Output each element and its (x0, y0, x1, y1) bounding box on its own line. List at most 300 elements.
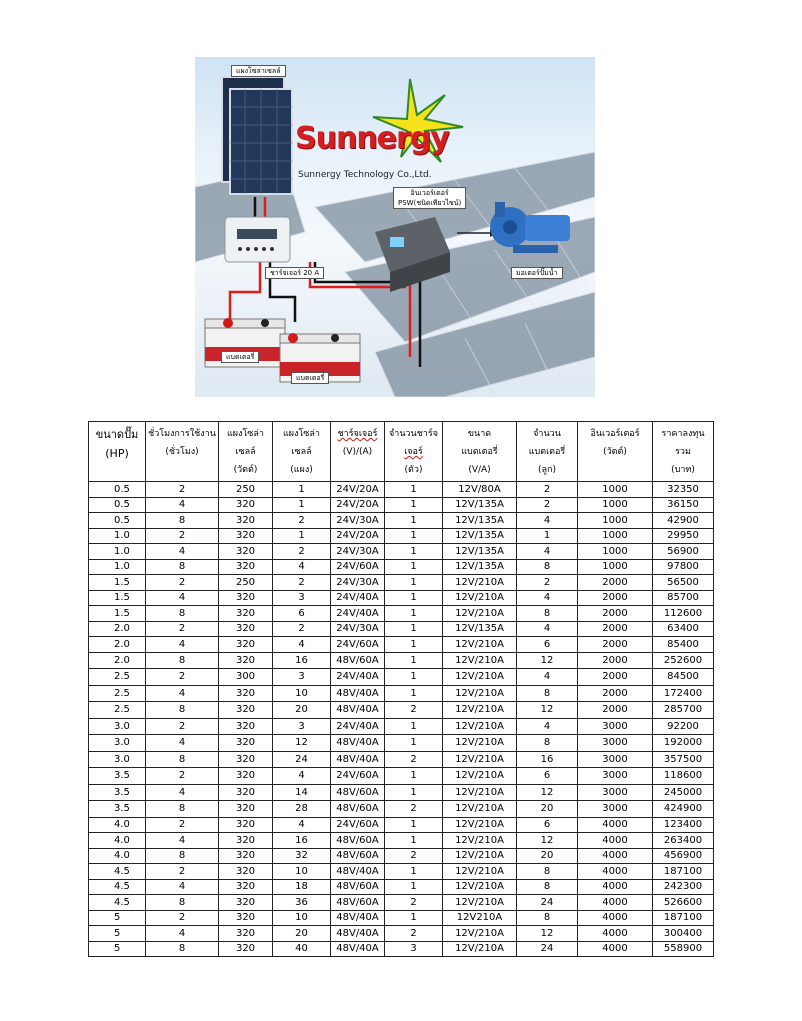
table-cell: 12V/210A (443, 768, 517, 785)
table-row (89, 848, 714, 864)
solar-pump-system-illustration (195, 57, 595, 397)
table-cell: 4 (146, 497, 219, 513)
table-cell: 320 (219, 652, 273, 669)
table-cell: 1.5 (89, 590, 146, 606)
table-row (89, 637, 714, 653)
battery-label-2: แบตเตอรี่ (291, 372, 329, 384)
table-cell: 2000 (578, 685, 653, 702)
table-cell: 1 (385, 621, 443, 637)
table-row (89, 895, 714, 911)
table-cell: 2000 (578, 652, 653, 669)
table-cell: 2 (146, 718, 219, 735)
column-header-line: เซลล์ (291, 447, 312, 457)
table-cell: 56500 (653, 575, 714, 591)
column-header-line: (ตัว) (404, 465, 423, 475)
table-row (89, 685, 714, 702)
column-header-line: ชั่วโมงการใช้งาน (148, 429, 216, 439)
charger-label: ชาร์จเจอร์ 20 A (265, 267, 324, 279)
table-cell: 12V/210A (443, 669, 517, 686)
column-header-line: (วัตต์) (233, 465, 258, 475)
table-cell: 2 (385, 848, 443, 864)
table-cell: 4 (517, 718, 578, 735)
table-cell: 112600 (653, 606, 714, 622)
table-cell: 1 (385, 669, 443, 686)
table-cell: 3000 (578, 751, 653, 768)
table-cell: 456900 (653, 848, 714, 864)
table-cell: 2 (517, 575, 578, 591)
table-cell: 12V/135A (443, 559, 517, 575)
table-cell: 48V/60A (331, 652, 385, 669)
table-cell: 48V/60A (331, 879, 385, 895)
table-cell: 320 (219, 718, 273, 735)
column-header-line: ชาร์จเจอร์ (337, 429, 378, 439)
column-header (89, 422, 146, 482)
column-header-line: (วัตต์) (603, 447, 627, 457)
table-cell: 320 (219, 621, 273, 637)
brand-logo: Sunnergy (295, 121, 449, 156)
table-cell: 48V/40A (331, 751, 385, 768)
table-row (89, 513, 714, 529)
table-cell: 424900 (653, 801, 714, 818)
table-cell: 28 (273, 801, 331, 818)
table-cell: 48V/40A (331, 910, 385, 926)
table-cell: 32 (273, 848, 331, 864)
column-header-line: (ลูก) (538, 465, 556, 475)
table-cell: 2 (146, 817, 219, 833)
table-cell: 18 (273, 879, 331, 895)
table-cell: 2 (146, 482, 219, 498)
table-cell: 263400 (653, 833, 714, 849)
table-cell: 2000 (578, 606, 653, 622)
table-cell: 3000 (578, 718, 653, 735)
column-header-line: (V/A) (468, 465, 491, 475)
table-row (89, 910, 714, 926)
table-cell: 12V/210A (443, 718, 517, 735)
table-cell: 4 (517, 544, 578, 560)
table-cell: 4 (146, 833, 219, 849)
table-cell: 2 (517, 482, 578, 498)
column-header-line: (ชั่วโมง) (165, 447, 199, 457)
table-cell: 48V/40A (331, 941, 385, 957)
table-cell: 24V/40A (331, 590, 385, 606)
table-cell: 12V/135A (443, 621, 517, 637)
table-cell: 6 (517, 637, 578, 653)
column-header-line: (HP) (105, 447, 129, 460)
column-header (443, 422, 517, 482)
table-cell: 48V/60A (331, 833, 385, 849)
table-cell: 48V/40A (331, 864, 385, 880)
table-cell: 285700 (653, 702, 714, 719)
table-header-row (89, 422, 714, 482)
table-cell: 85700 (653, 590, 714, 606)
inverter-label-line2: PSW(ชนิดเพียวไซน์) (398, 199, 462, 207)
table-cell: 3000 (578, 784, 653, 801)
table-row (89, 864, 714, 880)
table-cell: 320 (219, 544, 273, 560)
table-cell: 2 (385, 895, 443, 911)
column-header (219, 422, 273, 482)
table-cell: 320 (219, 637, 273, 653)
table-cell: 8 (146, 941, 219, 957)
table-cell: 2 (146, 528, 219, 544)
table-cell: 1 (385, 718, 443, 735)
table-cell: 4 (146, 879, 219, 895)
table-cell: 192000 (653, 735, 714, 752)
table-cell: 36150 (653, 497, 714, 513)
table-row (89, 606, 714, 622)
table-cell: 3.5 (89, 784, 146, 801)
table-row (89, 559, 714, 575)
table-cell: 42900 (653, 513, 714, 529)
table-cell: 1 (385, 497, 443, 513)
table-cell: 12V/210A (443, 575, 517, 591)
table-cell: 357500 (653, 751, 714, 768)
column-header-line: แผงโซล่า (227, 429, 264, 439)
table-cell: 320 (219, 941, 273, 957)
table-cell: 2 (146, 621, 219, 637)
table-cell: 12 (517, 833, 578, 849)
table-cell: 1 (385, 606, 443, 622)
table-cell: 24V/60A (331, 768, 385, 785)
table-cell: 1 (385, 637, 443, 653)
table-cell: 187100 (653, 910, 714, 926)
solar-field-background (195, 57, 595, 397)
table-cell: 4000 (578, 895, 653, 911)
table-cell: 12V/210A (443, 702, 517, 719)
table-cell: 20 (273, 702, 331, 719)
table-cell: 12V/210A (443, 637, 517, 653)
table-cell: 123400 (653, 817, 714, 833)
table-cell: 12V/210A (443, 801, 517, 818)
table-row (89, 817, 714, 833)
table-cell: 2000 (578, 621, 653, 637)
table-cell: 4 (146, 784, 219, 801)
table-cell: 1 (385, 784, 443, 801)
table-row (89, 718, 714, 735)
table-cell: 320 (219, 817, 273, 833)
table-cell: 3 (385, 941, 443, 957)
table-cell: 1 (385, 864, 443, 880)
column-header-line: (แผง) (290, 465, 313, 475)
table-cell: 24V/20A (331, 497, 385, 513)
table-cell: 48V/40A (331, 926, 385, 942)
table-cell: 97800 (653, 559, 714, 575)
column-header-line: แบตเตอรี่ (461, 447, 498, 457)
table-cell: 1 (517, 528, 578, 544)
table-cell: 3 (273, 718, 331, 735)
table-cell: 320 (219, 606, 273, 622)
table-cell: 12 (517, 652, 578, 669)
table-cell: 2 (385, 751, 443, 768)
table-cell: 1000 (578, 559, 653, 575)
table-cell: 2.5 (89, 702, 146, 719)
table-row (89, 621, 714, 637)
column-header-line: แบตเตอรี่ (528, 447, 566, 457)
table-cell: 4000 (578, 879, 653, 895)
table-cell: 4000 (578, 910, 653, 926)
column-header-line: ขนาดปั๊ม (95, 428, 139, 441)
table-cell: 320 (219, 528, 273, 544)
table-cell: 5 (89, 926, 146, 942)
table-cell: 4 (273, 637, 331, 653)
table-cell: 0.5 (89, 513, 146, 529)
table-cell: 10 (273, 685, 331, 702)
table-cell: 36 (273, 895, 331, 911)
table-cell: 24V/30A (331, 575, 385, 591)
table-row (89, 482, 714, 498)
table-cell: 3.0 (89, 735, 146, 752)
table-cell: 12V/210A (443, 590, 517, 606)
column-header (146, 422, 219, 482)
table-cell: 12V210A (443, 910, 517, 926)
table-cell: 4 (517, 621, 578, 637)
table-cell: 1000 (578, 544, 653, 560)
table-cell: 172400 (653, 685, 714, 702)
table-cell: 16 (517, 751, 578, 768)
table-cell: 12V/135A (443, 497, 517, 513)
table-cell: 12V/210A (443, 735, 517, 752)
table-cell: 4 (517, 669, 578, 686)
table-cell: 8 (517, 879, 578, 895)
table-cell: 320 (219, 768, 273, 785)
column-header-line: รวม (675, 447, 691, 457)
table-cell: 8 (146, 513, 219, 529)
table-cell: 24V/60A (331, 559, 385, 575)
table-cell: 2.0 (89, 637, 146, 653)
column-header (385, 422, 443, 482)
table-cell: 12V/210A (443, 879, 517, 895)
table-cell: 4000 (578, 817, 653, 833)
table-cell: 1 (385, 879, 443, 895)
table-cell: 84500 (653, 669, 714, 686)
table-cell: 1 (385, 575, 443, 591)
table-cell: 1 (385, 482, 443, 498)
table-cell: 24V/30A (331, 544, 385, 560)
table-cell: 8 (146, 606, 219, 622)
table-cell: 4000 (578, 926, 653, 942)
table-cell: 3.5 (89, 801, 146, 818)
table-row (89, 768, 714, 785)
table-cell: 3.0 (89, 718, 146, 735)
table-cell: 320 (219, 848, 273, 864)
table-cell: 3.5 (89, 768, 146, 785)
table-cell: 5 (89, 941, 146, 957)
table-cell: 2 (273, 513, 331, 529)
table-cell: 24V/20A (331, 528, 385, 544)
column-header-line: เจอร์ (404, 447, 423, 457)
table-cell: 48V/40A (331, 685, 385, 702)
table-cell: 6 (273, 606, 331, 622)
table-cell: 3 (273, 669, 331, 686)
table-cell: 3 (273, 590, 331, 606)
table-cell: 2.5 (89, 685, 146, 702)
table-cell: 1 (385, 817, 443, 833)
table-cell: 1 (385, 544, 443, 560)
table-cell: 1000 (578, 528, 653, 544)
table-cell: 16 (273, 652, 331, 669)
table-cell: 1.0 (89, 528, 146, 544)
table-cell: 24 (517, 895, 578, 911)
table-cell: 3000 (578, 768, 653, 785)
table-row (89, 528, 714, 544)
table-cell: 12 (517, 784, 578, 801)
table-cell: 2 (146, 575, 219, 591)
table-cell: 40 (273, 941, 331, 957)
table-cell: 12V/135A (443, 544, 517, 560)
table-cell: 24V/40A (331, 669, 385, 686)
table-cell: 56900 (653, 544, 714, 560)
table-cell: 2000 (578, 637, 653, 653)
table-cell: 2 (517, 497, 578, 513)
table-cell: 2000 (578, 702, 653, 719)
table-cell: 1 (385, 590, 443, 606)
table-cell: 12V/210A (443, 784, 517, 801)
table-cell: 20 (517, 801, 578, 818)
table-cell: 3000 (578, 735, 653, 752)
table-cell: 12V/210A (443, 895, 517, 911)
table-cell: 4000 (578, 941, 653, 957)
table-row (89, 926, 714, 942)
table-cell: 24V/30A (331, 621, 385, 637)
table-cell: 1.0 (89, 544, 146, 560)
table-cell: 2 (385, 926, 443, 942)
table-cell: 8 (146, 652, 219, 669)
table-cell: 187100 (653, 864, 714, 880)
table-cell: 4 (273, 817, 331, 833)
table-cell: 2 (146, 768, 219, 785)
table-cell: 10 (273, 864, 331, 880)
table-cell: 4 (146, 926, 219, 942)
table-cell: 4.5 (89, 879, 146, 895)
table-cell: 320 (219, 497, 273, 513)
table-cell: 12V/210A (443, 652, 517, 669)
table-cell: 320 (219, 513, 273, 529)
column-header-line: (V)/(A) (342, 447, 373, 457)
table-row (89, 669, 714, 686)
table-cell: 242300 (653, 879, 714, 895)
solar-panel-label: แผงโซล่าเซลล์ (231, 65, 286, 77)
table-cell: 320 (219, 910, 273, 926)
table-cell: 48V/60A (331, 848, 385, 864)
table-cell: 1 (385, 910, 443, 926)
table-row (89, 735, 714, 752)
table-cell: 2.0 (89, 652, 146, 669)
table-cell: 63400 (653, 621, 714, 637)
table-cell: 12 (517, 926, 578, 942)
table-cell: 4000 (578, 864, 653, 880)
table-cell: 2 (385, 801, 443, 818)
table-cell: 320 (219, 685, 273, 702)
table-cell: 16 (273, 833, 331, 849)
table-cell: 245000 (653, 784, 714, 801)
table-row (89, 575, 714, 591)
table-cell: 8 (517, 606, 578, 622)
table-cell: 29950 (653, 528, 714, 544)
table-cell: 24V/30A (331, 513, 385, 529)
table-cell: 1 (385, 685, 443, 702)
table-cell: 48V/40A (331, 702, 385, 719)
table-cell: 320 (219, 864, 273, 880)
table-cell: 8 (517, 864, 578, 880)
table-cell: 4.0 (89, 848, 146, 864)
table-cell: 5 (89, 910, 146, 926)
table-cell: 12V/210A (443, 941, 517, 957)
table-cell: 12 (273, 735, 331, 752)
table-cell: 4.0 (89, 833, 146, 849)
table-cell: 8 (146, 559, 219, 575)
table-cell: 12V/210A (443, 751, 517, 768)
solar-panel-graphic (222, 77, 292, 194)
column-header-line: (บาท) (671, 465, 695, 475)
table-cell: 24V/40A (331, 606, 385, 622)
table-cell: 1 (385, 768, 443, 785)
table-cell: 1.5 (89, 606, 146, 622)
table-cell: 8 (517, 559, 578, 575)
table-row (89, 801, 714, 818)
table-cell: 320 (219, 751, 273, 768)
table-cell: 558900 (653, 941, 714, 957)
table-cell: 1 (385, 513, 443, 529)
table-cell: 2 (273, 575, 331, 591)
table-cell: 2000 (578, 590, 653, 606)
column-header (331, 422, 385, 482)
pump-specification-table (88, 421, 714, 957)
table-cell: 10 (273, 910, 331, 926)
table-cell: 8 (146, 751, 219, 768)
table-cell: 2 (146, 669, 219, 686)
table-cell: 12V/210A (443, 848, 517, 864)
table-cell: 8 (146, 801, 219, 818)
table-cell: 8 (146, 848, 219, 864)
table-row (89, 941, 714, 957)
company-name: Sunnergy Technology Co.,Ltd. (298, 170, 432, 180)
table-cell: 12 (517, 702, 578, 719)
table-cell: 320 (219, 590, 273, 606)
table-cell: 2 (273, 621, 331, 637)
table-cell: 320 (219, 833, 273, 849)
table-cell: 8 (517, 735, 578, 752)
table-cell: 4 (146, 544, 219, 560)
table-cell: 4.5 (89, 895, 146, 911)
table-cell: 4 (517, 513, 578, 529)
column-header-line: แผงโซล่า (283, 429, 320, 439)
table-cell: 2 (385, 702, 443, 719)
table-row (89, 702, 714, 719)
column-header (273, 422, 331, 482)
table-cell: 1.0 (89, 559, 146, 575)
table-cell: 48V/60A (331, 801, 385, 818)
table-cell: 0.5 (89, 497, 146, 513)
table-cell: 24V/60A (331, 637, 385, 653)
table-cell: 20 (273, 926, 331, 942)
table-cell: 24V/40A (331, 718, 385, 735)
column-header-line: อินเวอร์เตอร์ (590, 429, 640, 439)
table-cell: 8 (517, 910, 578, 926)
table-cell: 24 (517, 941, 578, 957)
column-header-line: จำนวน (533, 429, 561, 439)
table-cell: 320 (219, 702, 273, 719)
table-cell: 2 (146, 864, 219, 880)
table-cell: 12V/210A (443, 606, 517, 622)
table-body (89, 482, 714, 957)
table-cell: 4 (146, 590, 219, 606)
table-cell: 4 (273, 559, 331, 575)
table-cell: 48V/40A (331, 735, 385, 752)
table-cell: 12V/135A (443, 528, 517, 544)
table-cell: 1 (385, 559, 443, 575)
table-cell: 320 (219, 801, 273, 818)
table-cell: 4 (517, 590, 578, 606)
